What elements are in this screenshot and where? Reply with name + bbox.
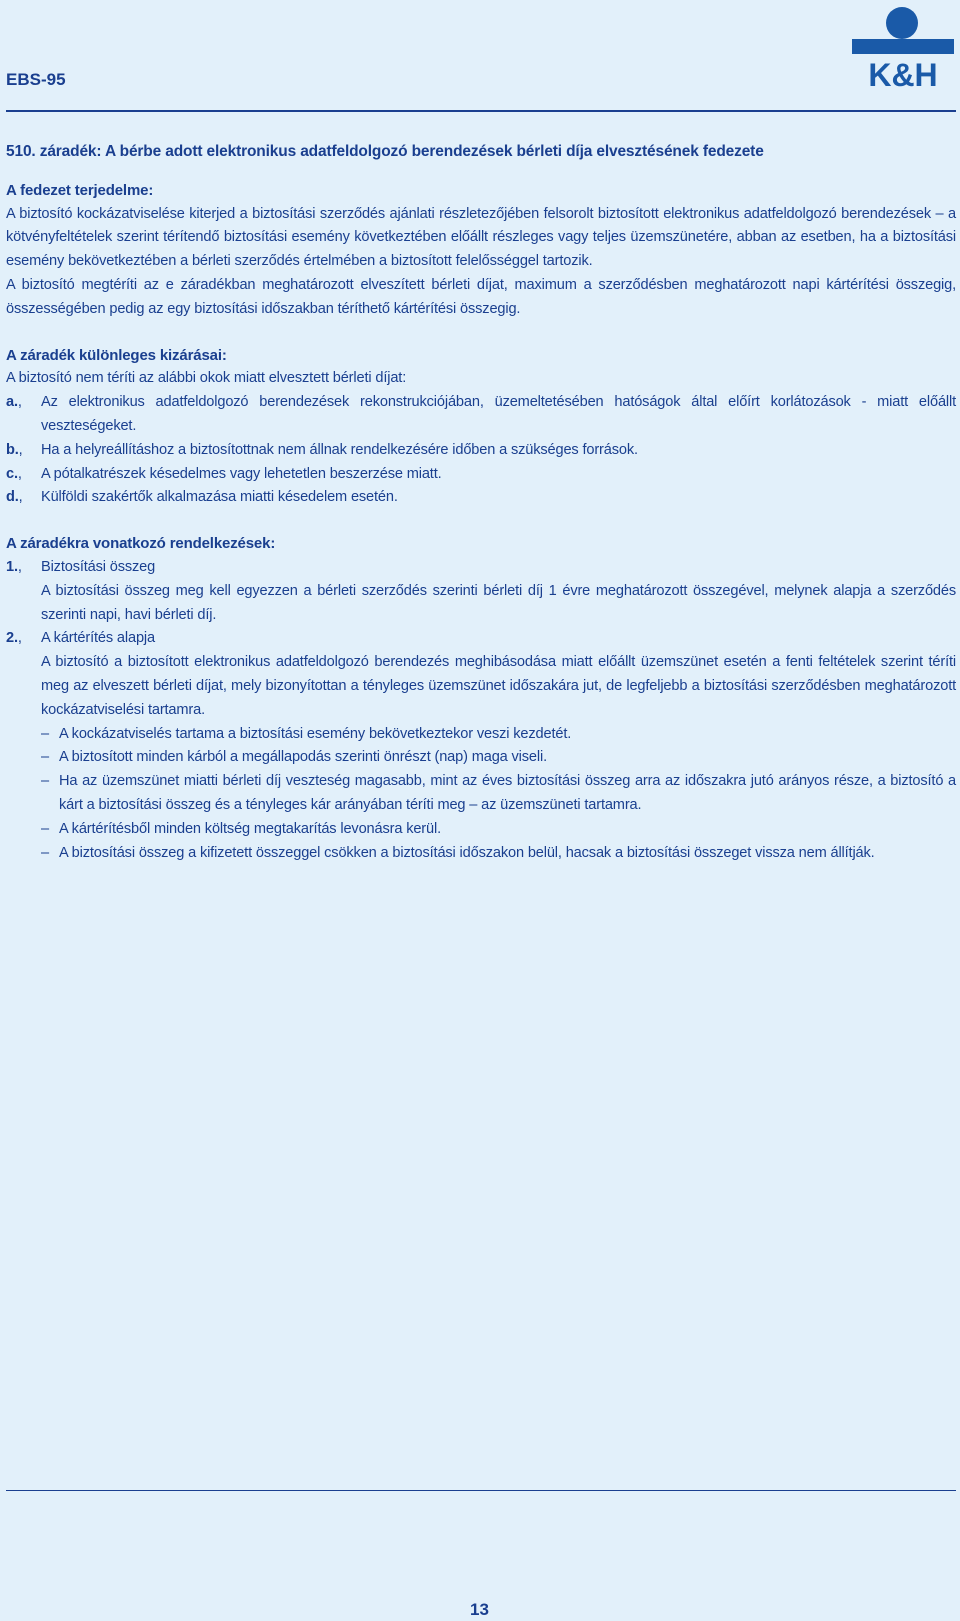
scope-heading: A fedezet terjedelme: — [6, 181, 154, 199]
provision-text: A biztosító a biztosított elektronikus adatfeldolgozó berendezés meghibásodása miatt előállt üzemszünet esetén a fenti feltételek szerint téríti meg az elveszett bérleti díjat, mely bizonyítottan a tényleges üzemszünet időszakára jut, de legfeljebb a biztosítási szerződésben meghatározott kockázatviselési tartamra. — [41, 654, 956, 718]
bullet-item — [41, 746, 956, 770]
bullet-text: A kockázatviselés tartama a biztosítási esemény bekövetkeztekor veszi kezdetét. — [59, 725, 572, 742]
bullet-text: A biztosított minden kárból a megállapodás szerinti önrészt (nap) maga viseli. — [59, 749, 547, 766]
exclusion-item — [6, 391, 956, 439]
bullet-text: Ha az üzemszünet miatti bérleti díj veszteség magasabb, mint az éves biztosítási összeg arra az időszakra jutó arányos része, a biztosító a kárt a biztosítási összeg és a tényleges kár arányában téríti meg – az üzemszüneti tartamra. — [59, 773, 956, 813]
bullet-item — [41, 818, 956, 842]
item-text: Az elektronikus adatfeldolgozó berendezések rekonstrukciójában, üzemeltetésében hatóságok által előírt korlátozások - miatt előállt veszteségeket. — [41, 394, 956, 434]
item-marker: d. — [6, 489, 19, 506]
header-divider — [6, 110, 956, 112]
exclusion-item — [6, 439, 956, 463]
clause-title: 510. záradék: A bérbe adott elektronikus adatfeldolgozó berendezések bérleti díja elvesztésének fedezete — [6, 143, 764, 160]
scope-paragraph-1: A biztosító kockázatviselése kiterjed a biztosítási szerződés ajánlati részletezőjében felsorolt biztosított elektronikus adatfeldolgozó berendezések – a kötvényfeltételek szerint térítendő biztosítási esemény következtében előállt részleges vagy teljes üzemszünetére, abban az esetben, ha a biztosítási esemény bekövetkeztében a bérleti szerződés értelmében a biztosított felelősséggel tartozik. — [6, 205, 956, 270]
item-separator: , — [18, 441, 23, 458]
bullet-item — [41, 770, 956, 818]
item-separator: , — [17, 630, 22, 647]
bullet-item — [41, 723, 956, 747]
scope-paragraph-2: A biztosító megtéríti az e záradékban meghatározott elveszített bérleti díjat, maximum a szerződésben meghatározott napi kártérítési összegig, összességében pedig az egy biztosítási időszakban téríthető kártérítési összegig. — [6, 276, 956, 317]
dash-marker: – — [41, 725, 49, 742]
dash-marker: – — [41, 749, 49, 766]
item-separator: , — [17, 394, 22, 411]
item-marker: a. — [6, 394, 18, 411]
item-marker: 1. — [6, 558, 18, 575]
provision-item-2 — [6, 627, 956, 651]
dash-marker: – — [41, 773, 49, 790]
bullet-text: A kártérítésből minden költség megtakarítás levonásra kerül. — [59, 820, 441, 837]
provision-title: Biztosítási összeg — [41, 558, 156, 575]
page-number: 13 — [470, 1600, 489, 1619]
item-separator: , — [17, 465, 22, 482]
provision-item-1 — [6, 556, 956, 580]
provisions-heading: A záradékra vonatkozó rendelkezések: — [6, 535, 276, 553]
exclusions-heading: A záradék különleges kizárásai: — [6, 346, 227, 364]
provision-title: A kártérítés alapja — [41, 630, 155, 647]
document-body — [6, 140, 956, 865]
item-marker: 2. — [6, 630, 18, 647]
document-code: EBS-95 — [6, 70, 66, 89]
dash-marker: – — [41, 820, 49, 837]
item-separator: , — [17, 558, 22, 575]
exclusion-item — [6, 463, 956, 487]
item-marker: c. — [6, 465, 18, 482]
exclusions-intro: A biztosító nem téríti az alábbi okok miatt elvesztett bérleti díjat: — [6, 370, 407, 387]
item-text: Ha a helyreállításhoz a biztosítottnak nem állnak rendelkezésére időben a szükséges források. — [41, 441, 638, 458]
dash-marker: – — [41, 844, 49, 861]
logo-wordmark: K&H — [868, 57, 938, 90]
item-marker: b. — [6, 441, 19, 458]
item-separator: , — [18, 489, 23, 506]
provision-text: A biztosítási összeg meg kell egyezzen a bérleti szerződés szerinti bérleti díj 1 évre meghatározott összegével, melynek alapja a szerződés szerinti napi, havi bérleti díj. — [41, 582, 956, 623]
exclusion-item — [6, 486, 956, 510]
bullet-text: A biztosítási összeg a kifizetett összeggel csökken a biztosítási időszakon belül, hacsak a biztosítási összeget vissza nem állítják. — [59, 844, 875, 861]
bullet-item — [41, 842, 956, 866]
item-text: Külföldi szakértők alkalmazása miatti késedelem esetén. — [41, 489, 398, 506]
kh-bank-logo — [850, 6, 956, 90]
footer-divider — [6, 1490, 956, 1491]
item-text: A pótalkatrészek késedelmes vagy lehetetlen beszerzése miatt. — [41, 465, 442, 482]
